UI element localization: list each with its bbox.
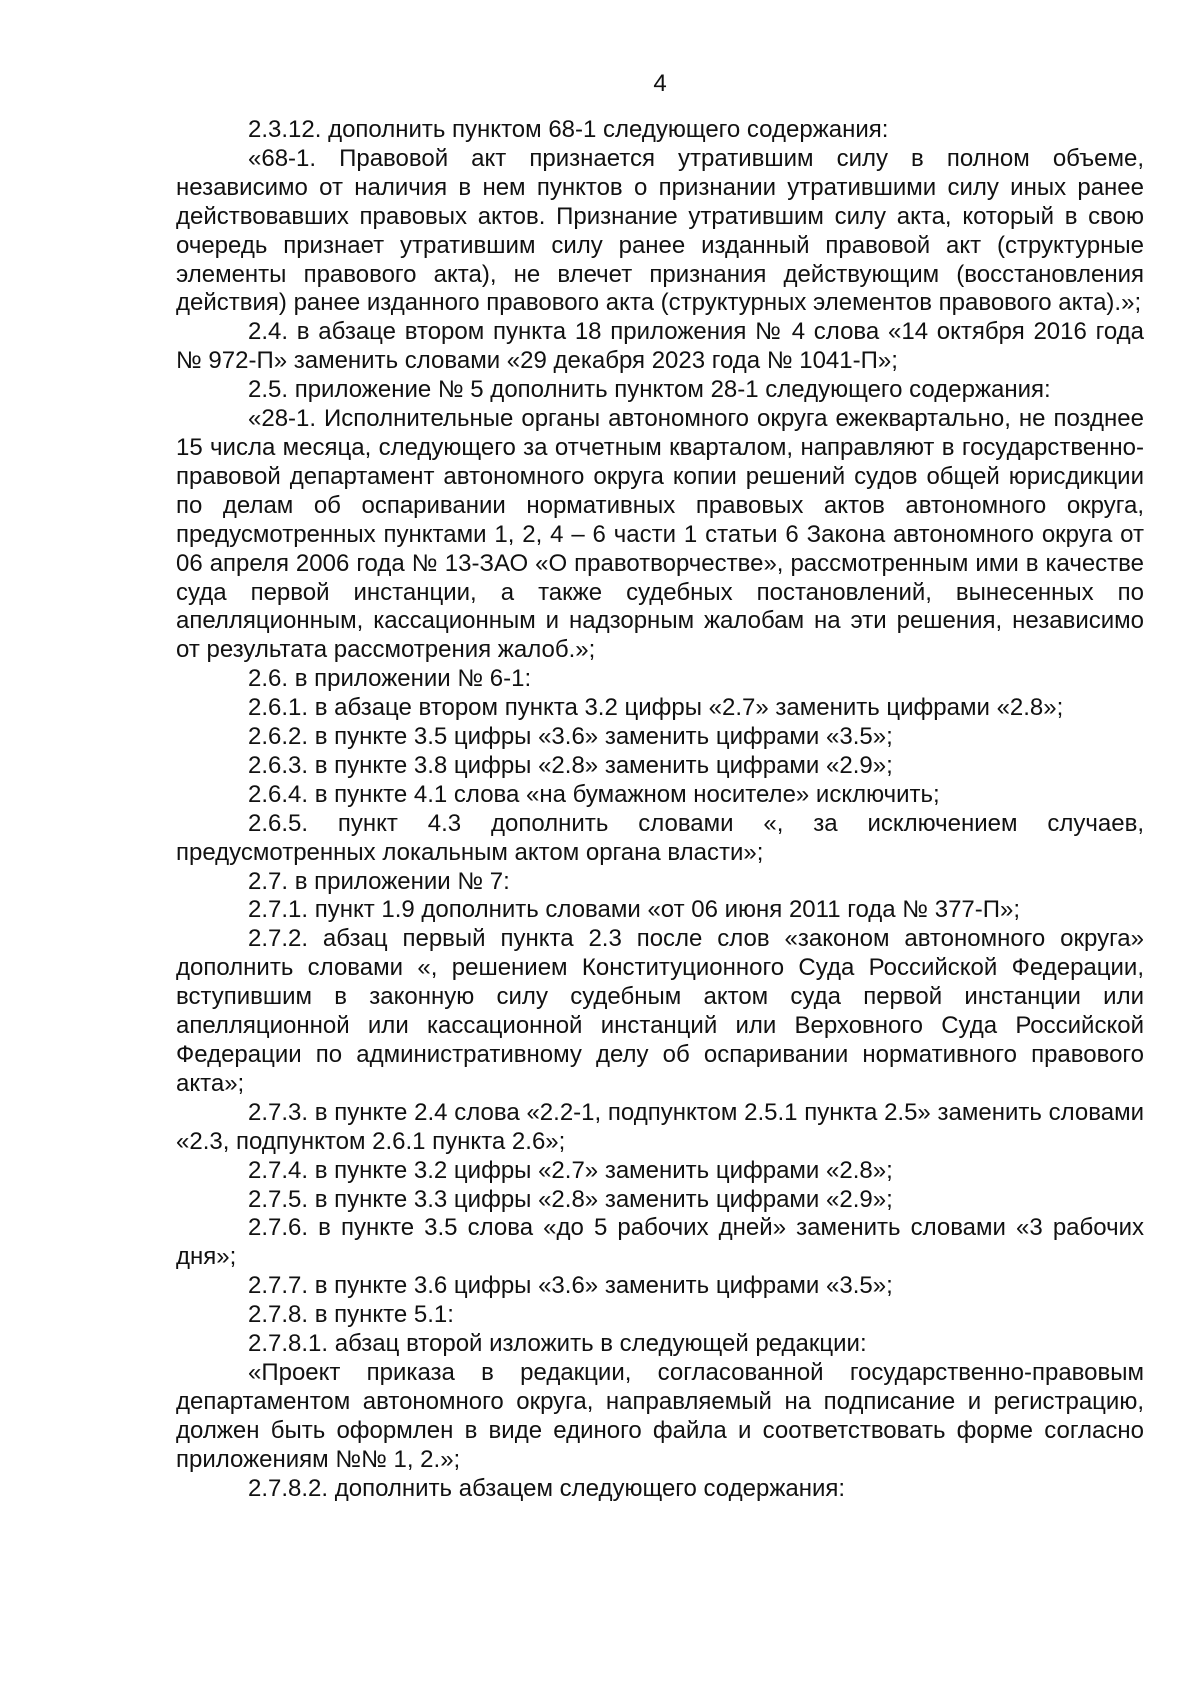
- paragraph: 2.7.3. в пункте 2.4 слова «2.2-1, подпунктом 2.5.1 пункта 2.5» заменить словами «2.3, подпунктом 2.6.1 пункта 2.6»;: [176, 1098, 1144, 1155]
- paragraph: «28-1. Исполнительные органы автономного округа ежеквартально, не позднее 15 числа месяца, следующего за отчетным кварталом, направляют в государственно-правовой департамент автономного округа копии решений судов общей юрисдикции по делам об оспаривании нормативных правовых актов автономного округа, предусмотренных пунктами 1, 2, 4 – 6 части 1 статьи 6 Закона автономного округа от 06 апреля 2006 года № 13-ЗАО «О правотворчестве», рассмотренным ими в качестве суда первой инстанции, а также судебных постановлений, вынесенных по апелляционным, кассационным и надзорным жалобам на эти решения, независимо от результата рассмотрения жалоб.»;: [176, 405, 1144, 664]
- page-number: 4: [653, 70, 667, 97]
- paragraph: 2.3.12. дополнить пунктом 68-1 следующего содержания:: [248, 116, 889, 143]
- paragraph: 2.7.2. абзац первый пункта 2.3 после слов «законом автономного округа» дополнить словами «, решением Конституционного Суда Российской Федерации, вступившим в законную силу судебным актом суда первой инстанции или апелляционной или кассационной инстанций или Верховного Суда Российской Федерации по административному делу об оспаривании нормативного правового акта»;: [176, 925, 1144, 1097]
- paragraph: «Проект приказа в редакции, согласованной государственно-правовым департаментом автономного округа, направляемый на подписание и регистрацию, должен быть оформлен в виде единого файла и соответствовать форме согласно приложениям №№ 1, 2.»;: [176, 1358, 1144, 1473]
- paragraph: 2.7.5. в пункте 3.3 цифры «2.8» заменить цифрами «2.9»;: [248, 1185, 893, 1213]
- document-body: [176, 116, 1144, 1504]
- paragraph: «68-1. Правовой акт признается утратившим силу в полном объеме, независимо от наличия в нем пунктов о признании утратившими силу иных ранее действовавших правовых актов. Признание утратившим силу акта, который в свою очередь признает утратившим силу ранее изданный правовой акт (структурные элементы правового акта), не влечет признания действующим (восстановления действия) ранее изданного правового акта (структурных элементов правового акта).»;: [176, 144, 1144, 317]
- paragraph: 2.6.4. в пункте 4.1 слова «на бумажном носителе» исключить;: [248, 780, 940, 808]
- paragraph: 2.7.8.1. абзац второй изложить в следующей редакции:: [248, 1330, 867, 1358]
- paragraph: 2.6.2. в пункте 3.5 цифры «3.6» заменить цифрами «3.5»;: [248, 723, 893, 751]
- paragraph: 2.6.5. пункт 4.3 дополнить словами «, за исключением случаев, предусмотренных локальным актом органа власти»;: [176, 809, 1144, 866]
- paragraph: 2.6.1. в абзаце втором пункта 3.2 цифры «2.7» заменить цифрами «2.8»;: [248, 694, 1064, 722]
- paragraph: 2.7.1. пункт 1.9 дополнить словами «от 06 июня 2011 года № 377-П»;: [248, 896, 1021, 924]
- paragraph: 2.7. в приложении № 7:: [248, 867, 510, 895]
- paragraph: 2.7.8. в пункте 5.1:: [248, 1301, 454, 1329]
- paragraph: 2.7.4. в пункте 3.2 цифры «2.7» заменить цифрами «2.8»;: [248, 1156, 893, 1184]
- paragraph: 2.7.7. в пункте 3.6 цифры «3.6» заменить цифрами «3.5»;: [248, 1272, 893, 1300]
- paragraph: 2.7.8.2. дополнить абзацем следующего содержания:: [248, 1474, 846, 1502]
- paragraph: 2.4. в абзаце втором пункта 18 приложения № 4 слова «14 октября 2016 года № 972-П» заменить словами «29 декабря 2023 года № 1041-П»;: [176, 318, 1144, 375]
- paragraph: 2.7.6. в пункте 3.5 слова «до 5 рабочих дней» заменить словами «3 рабочих дня»;: [176, 1214, 1144, 1271]
- paragraph: 2.5. приложение № 5 дополнить пунктом 28-1 следующего содержания:: [248, 376, 1051, 404]
- paragraph: 2.6.3. в пункте 3.8 цифры «2.8» заменить цифрами «2.9»;: [248, 751, 893, 779]
- paragraph: 2.6. в приложении № 6-1:: [248, 665, 532, 693]
